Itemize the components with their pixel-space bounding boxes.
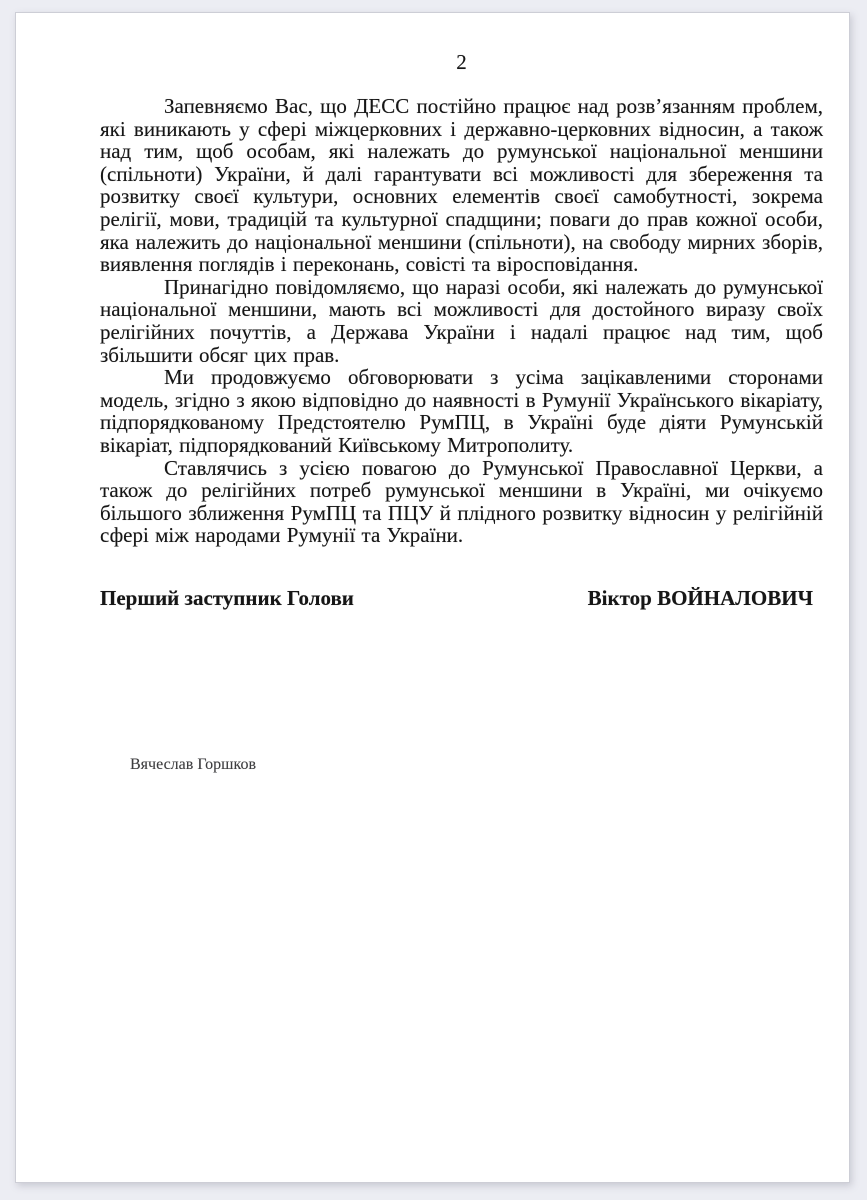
document-text-column — [100, 13, 823, 775]
document-page — [15, 12, 850, 1183]
paragraph-respect-closing: Ставлячись з усією повагою до Румунської Православної Церкви, а також до релігійних потреб румунської меншини в Україні, ми очікуємо більшого зближення РумПЦ та ПЦУ й плідного розвитку відносин у релігійній сфері між народами Румунії та України. — [100, 455, 823, 548]
paragraph-assurance: Запевняємо Вас, що ДЕСС постійно працює над розв’язанням проблем, які виникають у сфері міжцерковних і державно-церковних відносин, а також над тим, щоб особам, які належать до румунської національної меншини (спільноти) України, й далі гарантувати всі можливості для збереження та розвитку своєї культури, основних елементів своєї самобутності, зокрема релігії, мови, традицій та культурної спадщини; поваги до прав кожної особи, яка належить до національної меншини (спільноти), на свободу мирних зборів, виявлення поглядів і переконань, совісті та віросповідання. — [100, 94, 823, 277]
paragraph-notification: Принагідно повідомляємо, що наразі особи, які належать до румунської національної меншини, мають всі можливості для достойного виразу своїх релігійних почуттів, а Держава України і надалі працює над тим, щоб збільшити обсяг цих прав. — [100, 274, 823, 367]
page-number: 2 — [456, 50, 467, 74]
paragraph-model-discussion: Ми продовжуємо обговорювати з усіма зацікавленими сторонами модель, згідно з якою відповідно до наявності в Румунії Українського вікаріату, підпорядкованому Предстоятелю РумПЦ, в Україні буде діяти Румунській вікаріат, підпорядкований Київському Митрополиту. — [100, 365, 823, 457]
signature-title: Перший заступник Голови — [100, 585, 354, 610]
executor-name: Вячеслав Горшков — [130, 755, 256, 773]
signature-block — [100, 587, 823, 610]
signature-name: Віктор ВОЙНАЛОВИЧ — [587, 585, 813, 610]
